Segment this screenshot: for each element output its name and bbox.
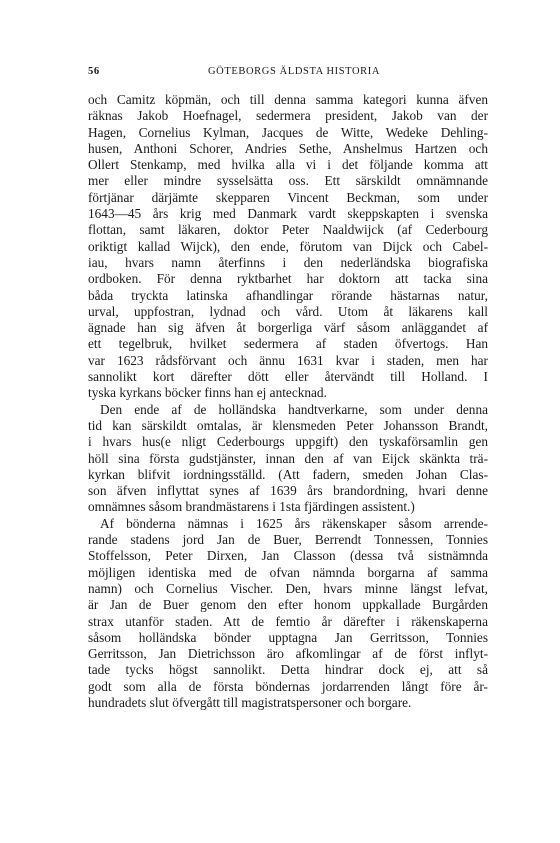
text-line: och Camitz köpmän, och till denna samma kategori kunna äfven bbox=[88, 92, 488, 107]
text-line: Hagen, Cornelius Kylman, Jacques de Witte, Wedeke Dehling- bbox=[88, 124, 488, 140]
text-line: i hvars hus(e nligt Cederbourgs uppgift) den tyskaförsamlin gen bbox=[88, 434, 488, 450]
body-text bbox=[88, 92, 488, 711]
text-line: ordboken. För denna ryktbarhet har doktorn att tacka sina bbox=[88, 271, 488, 287]
text-line: tyska kyrkans böcker finns han ej antecknad. bbox=[88, 385, 327, 401]
text-line: höll sina första gudstjänster, innan den af van Eijck skänkta trä- bbox=[88, 450, 488, 466]
text-line: Gerritsson, Jan Dietrichsson äro afkomlingar af de först inflyt- bbox=[88, 646, 488, 662]
text-line: son äfven inflyttat synes af 1639 års brandordning, hvari denne bbox=[88, 483, 488, 499]
text-line: Af bönderna nämnas i 1625 års räkenskaper såsom arrende- bbox=[100, 515, 488, 531]
text-line: tid kan särskildt omtalas, är klensmeden Peter Johansson Brandt, bbox=[88, 417, 488, 433]
text-line: sannolikt kort därefter dött eller återvändt till Holland. I bbox=[88, 369, 488, 385]
text-line: Den ende af de holländska handtverkarne, som under denna bbox=[100, 401, 488, 417]
text-line: mer eller mindre sysselsätta oss. Ett särskildt omnämnande bbox=[88, 173, 488, 189]
text-line: hundradets slut öfvergått till magistratspersoner och borgare. bbox=[88, 694, 412, 710]
text-line: strax utanför staden. Att de femtio år därefter i räkenskaperna bbox=[88, 613, 488, 629]
text-line: tade tycks högst sannolikt. Detta hindrar dock ej, att så bbox=[88, 662, 488, 678]
text-line: oriktigt kallad Wijck), den ende, förutom van Dijck och Cabel- bbox=[88, 238, 488, 254]
text-line: var 1623 rådsförvant och ännu 1631 kvar i staden, men har bbox=[88, 352, 488, 368]
text-line: båda tryckta latinska afhandlingar rörande hästarnas natur, bbox=[88, 287, 488, 303]
text-line: är Jan de Buer genom den efter honom uppkallade Burgården bbox=[88, 597, 488, 613]
text-line: urval, uppfostran, lydnad och vård. Utom åt läkarens kall bbox=[88, 303, 488, 319]
text-line: husen, Anthoni Schorer, Andries Sethe, Anshelmus Hartzen och bbox=[88, 140, 488, 156]
text-line: förtjänar därjämte skepparen Vincent Beckman, som under bbox=[88, 189, 488, 205]
text-line: rande stadens jord Jan de Buer, Berrendt Tonnessen, Tonnies bbox=[88, 532, 488, 548]
text-line: namn) och Cornelius Vischer. Den, hvars minne längst lefvat, bbox=[88, 580, 488, 596]
text-line: såsom holländska bönder upptagna Jan Gerritsson, Tonnies bbox=[88, 629, 488, 645]
text-line: godt som alla de första böndernas jordarrenden långt före år- bbox=[88, 678, 488, 694]
text-line: ägnade han sig äfven åt borgerliga värf såsom anläggandet af bbox=[88, 320, 488, 336]
text-line: omnämnes såsom brandmästarens i 1sta fjärdingen assistent.) bbox=[88, 499, 415, 515]
page-number: 56 bbox=[88, 66, 100, 77]
running-title: GÖTEBORGS ÄLDSTA HISTORIA bbox=[208, 66, 381, 77]
text-line: ett tegelbruk, hvilket sedermera af staden öfvertogs. Han bbox=[88, 336, 488, 352]
text-line: flottan, samt läkaren, doktor Peter Naaldwijck (af Cederbourg bbox=[88, 222, 488, 238]
text-line: iau, hvars namn återfinns i den nederländska biografiska bbox=[88, 254, 488, 270]
text-line: 1643—45 års krig med Danmark vardt skeppskapten i svenska bbox=[88, 206, 488, 222]
text-line: möjligen identiska med de ofvan nämnda borgarna af samma bbox=[88, 564, 488, 580]
text-line: Ollert Stenkamp, med hvilka alla vi i det följande komma att bbox=[88, 157, 488, 173]
text-line: räknas Jakob Hoefnagel, sedermera president, Jakob van der bbox=[88, 108, 488, 124]
text-line: Stoffelsson, Peter Dirxen, Jan Classon (dessa två sistnämnda bbox=[88, 548, 488, 564]
running-head bbox=[88, 66, 488, 82]
text-line: kyrkan blifvit iordningsställd. (Att fadern, smeden Johan Clas- bbox=[88, 466, 488, 482]
